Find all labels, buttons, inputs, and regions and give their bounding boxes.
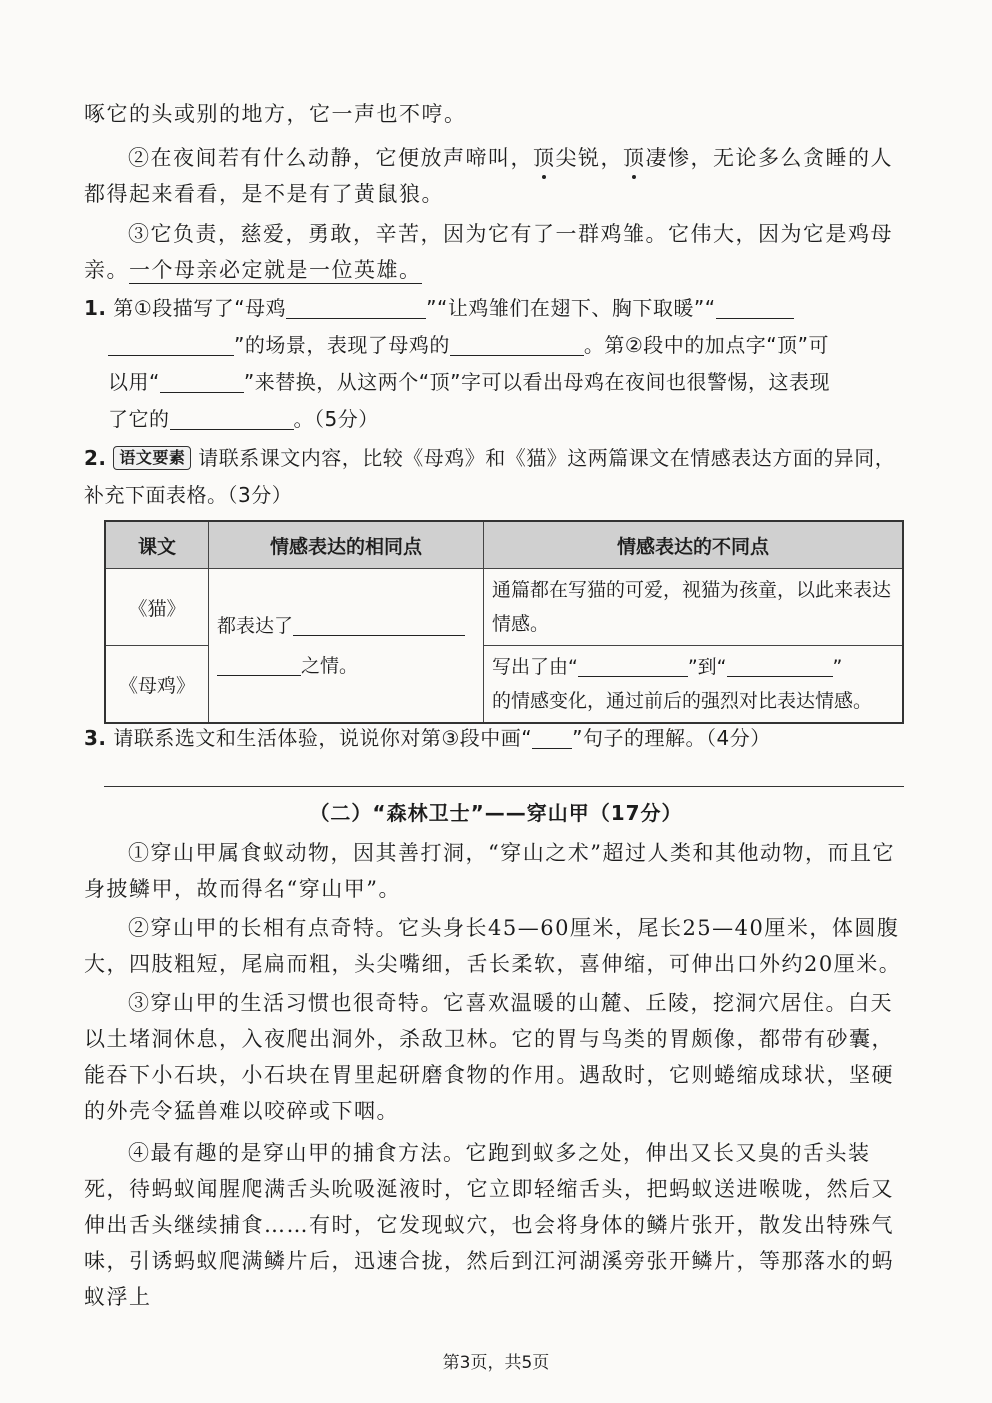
row-title-cat: 《猫》 (105, 569, 209, 646)
p2-text-c: 凄惨，无论多么贪睡的人都得起来看看，是不是有了黄鼠狼。 (84, 146, 893, 206)
passage2-paragraph3: ③穿山甲的生活习惯也很奇特。它喜欢温暖的山麓、丘陵，挖洞穴居住。白天以土堵洞休息，入夜爬出洞外，杀敌卫林。它的胃与鸟类的胃颇像，都带有砂囊，能吞下小石块，小石块在胃里起研磨食物的作用。遇敌时，它则蜷缩成球状，坚硬的外壳令猛兽难以咬碎或下咽。 (84, 991, 894, 1123)
q3-text-a: 请联系选文和生活体验，说说你对第③段中画“ (113, 726, 533, 750)
same-text-a: 都表达了 (217, 614, 294, 637)
diff-hen-cell (484, 646, 904, 724)
q1-text-6: ”来替换，从这两个“顶”字可以看出母鸡在夜间也很警惕，这表现 (243, 370, 830, 394)
diff2-text-b: ”到“ (687, 656, 727, 678)
answer-blank[interactable] (170, 405, 294, 430)
q1-text-3: ”的场景，表现了母鸡的 (234, 333, 450, 357)
q3-text-b: ”句子的理解。（4分） (572, 726, 771, 750)
same-text-b: 之情。 (301, 654, 359, 677)
answer-blank[interactable] (108, 331, 234, 356)
row-title-hen: 《母鸡》 (105, 646, 209, 724)
same-point-cell (209, 569, 484, 724)
underline-mark (532, 724, 572, 749)
passage2-paragraph1: ①穿山甲属食蚁动物，因其善打洞，“穿山之术”超过人类和其他动物，而且它身披鳞甲，故而得名“穿山甲”。 (84, 841, 895, 901)
section-title: （二）“森林卫士”——穿山甲（17分） (309, 801, 683, 825)
underlined-sentence: 一个母亲必定就是一位英雄。 (129, 258, 422, 282)
dotted-char-1: 顶 (533, 146, 556, 170)
q1-text-2: ”“让鸡雏们在翅下、胸下取暖”“ (426, 296, 716, 320)
diff2-text-a: 写出了由“ (492, 656, 578, 678)
passage1-paragraph2 (84, 140, 904, 212)
p3-text: ③它负责，慈爱，勇敢，辛苦，因为它有了一群鸡雏。它伟大，因为它是鸡母亲。 (84, 222, 893, 282)
diff2-text-d: 的情感变化，通过前后的强烈对比表达情感。 (492, 690, 873, 712)
q1-text-8: 。（5分） (293, 407, 379, 431)
answer-line[interactable] (104, 786, 904, 787)
dotted-char-2: 顶 (623, 146, 646, 170)
table-row (105, 569, 903, 646)
q1-text-4: 。第②段中的加点字“顶”可 (583, 333, 830, 357)
yuwen-yaosu-tag: 语文要素 (113, 446, 191, 470)
question-number: 2. (84, 446, 107, 470)
passage2-paragraph2: ②穿山甲的长相有点奇特。它头身长45—60厘米，尾长25—40厘米，体圆腹大，四肢粗短，尾扁而粗，头尖嘴细，舌长柔软，喜伸缩，可伸出口外约20厘米。 (84, 916, 902, 976)
answer-blank[interactable] (293, 611, 465, 636)
question-1 (84, 290, 904, 438)
q1-text-7: 了它的 (108, 407, 170, 431)
p2-text-b: 尖锐， (555, 146, 623, 170)
answer-blank[interactable] (727, 652, 833, 677)
passage1-paragraph3 (84, 216, 904, 288)
question-number: 3. (84, 726, 107, 750)
answer-blank[interactable] (716, 294, 794, 319)
header-different: 情感表达的不同点 (484, 521, 904, 569)
answer-blank[interactable] (160, 368, 244, 393)
question-number: 1. (84, 296, 107, 320)
answer-blank[interactable] (286, 294, 426, 319)
header-same: 情感表达的相同点 (209, 521, 484, 569)
q2-text: 请联系课文内容，比较《母鸡》和《猫》这两篇课文在情感表达方面的异同，补充下面表格。（3分） (84, 446, 896, 507)
q1-text-5: 以用“ (108, 370, 160, 394)
page-footer: 第3页，共5页 (442, 1353, 550, 1373)
answer-blank[interactable] (578, 652, 688, 677)
question-2 (84, 440, 904, 514)
header-text: 课文 (105, 521, 209, 569)
answer-blank[interactable] (217, 651, 301, 676)
comparison-table (104, 520, 904, 724)
q1-text-1: 第①段描写了“母鸡 (113, 296, 287, 320)
p2-text-a: ②在夜间若有什么动静，它便放声啼叫， (128, 146, 533, 170)
question-3 (84, 720, 904, 757)
passage1-line0: 啄它的头或别的地方，它一声也不哼。 (84, 102, 467, 126)
diff-cat-cell: 通篇都在写猫的可爱，视猫为孩童，以此来表达情感。 (484, 569, 904, 646)
diff2-text-c: ” (832, 656, 843, 678)
passage2-paragraph4: ④最有趣的是穿山甲的捕食方法。它跑到蚁多之处，伸出又长又臭的舌头装死，待蚂蚁闻腥爬满舌头吮吸涎液时，它立即轻缩舌头，把蚂蚁送进喉咙，然后又伸出舌头继续捕食……有时，它发现蚁穴，也会将身体的鳞片张开，散发出特殊气味，引诱蚂蚁爬满鳞片后，迅速合拢，然后到江河湖溪旁张开鳞片，等那落水的蚂蚁浮上 (84, 1141, 894, 1309)
answer-blank[interactable] (450, 331, 584, 356)
table-header-row (105, 521, 903, 569)
